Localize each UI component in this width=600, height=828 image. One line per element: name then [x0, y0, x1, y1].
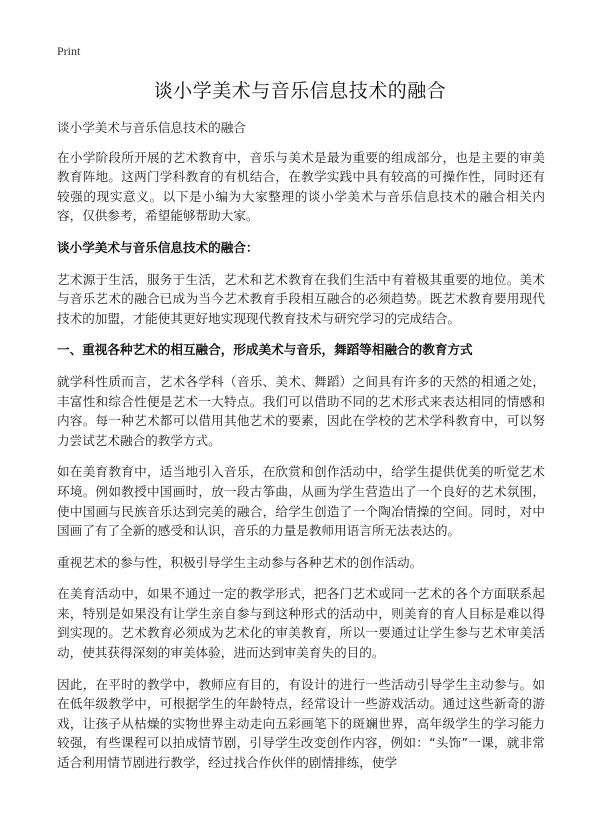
body-paragraph: 就学科性质而言，艺术各学科（音乐、美术、舞蹈）之间具有许多的天然的相通之处，丰富性和综合性便是艺术一大特点。我们可以借助不同的艺术形式来表达相同的情感和内容。每一种艺术都可以借用其他艺术的要素，因此在学校的艺术学科教育中，可以努力尝试艺术融合的教学方式。: [57, 373, 545, 448]
print-label: Print: [57, 44, 81, 58]
document-title: 谈小学美术与音乐信息技术的融合: [153, 80, 447, 102]
document-body: [57, 118, 545, 785]
body-paragraph: 艺术源于生活，服务于生活，艺术和艺术教育在我们生活中有着极其重要的地位。美术与音乐艺术的融合已成为当今艺术教育手段相互融合的必须趋势。既艺术教育要用现代技术的加盟，才能使其更好地实现现代教育技术与研究学习的完成结合。: [57, 271, 545, 326]
body-paragraph: 重视艺术的参与性，积极引导学生主动参与各种艺术的创作活动。: [57, 554, 423, 570]
intro-paragraph: 在小学阶段所开展的艺术教育中，音乐与美术是最为重要的组成部分，也是主要的审美教育阵地。这两门学科教育的有机结合，在教学实践中具有较高的可操作性，同时还有较强的现实意义。以下是小编为大家整理的谈小学美术与音乐信息技术的融合相关内容，仅供参考，希望能够帮助大家。: [57, 149, 545, 224]
section-heading: 谈小学美术与音乐信息技术的融合：: [57, 239, 259, 255]
body-paragraph: 因此，在平时的教学中，教师应有目的，有设计的进行一些活动引导学生主动参与。如在低年级教学中，可根据学生的年龄特点，经常设计一些游戏活动。通过这些新奇的游戏，让孩子从枯燥的实物世界主动走向五彩画笔下的斑斓世界，高年级学生的学习能力较强，有些课程可以拍成情节剧，引导学生改变创作内容，例如：“头饰”一课，就非常适合利用情节剧进行教学，经过找合作伙伴的剧情排练，使学: [57, 676, 545, 771]
document-subtitle: 谈小学美术与音乐信息技术的融合: [57, 120, 246, 135]
body-paragraph: 在美育活动中，如果不通过一定的教学形式，把各门艺术或同一艺术的各个方面联系起来，特别是如果没有让学生亲自参与到这种形式的活动中，则美育的育人目标是难以得到实现的。艺术教育必须成为艺术化的审美教育，所以一要通过让学生参与艺术审美活动，使其获得深刻的审美体验，进而达到审美育失的目的。: [57, 586, 545, 661]
section-heading: 一、重视各种艺术的相互融合，形成美术与音乐，舞蹈等相融合的教育方式: [57, 342, 473, 358]
body-paragraph: 如在美育教育中，适当地引入音乐，在欣赏和创作活动中，给学生提供优美的听觉艺术环境。例如教授中国画时，放一段古筝曲，从画为学生营造出了一个良好的艺术氛围，使中国画与民族音乐达到完美的融合，给学生创造了一个陶冶情操的空间。同时，对中国画了有了全新的感受和认识，音乐的力量是教师用语言所无法表达的。: [57, 464, 545, 539]
